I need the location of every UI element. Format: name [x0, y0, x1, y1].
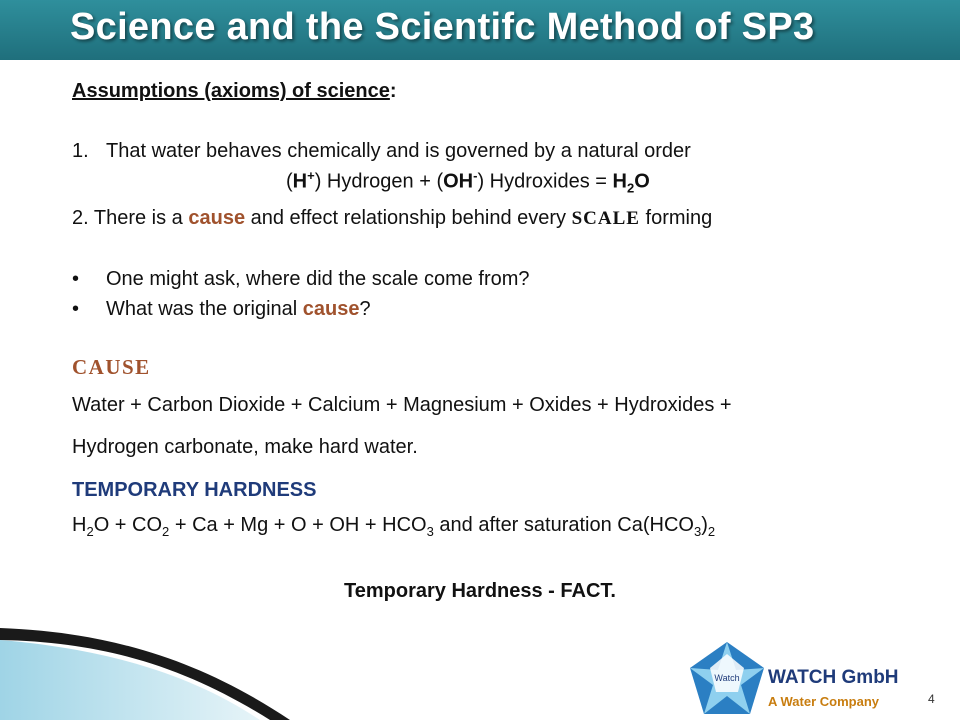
bullet-dot: •	[72, 268, 80, 290]
bullet-1-text: One might ask, where did the scale come from?	[106, 268, 530, 290]
water-o: O	[634, 170, 650, 193]
hydrogen-charge: +	[307, 168, 315, 183]
page-number: 4	[928, 692, 935, 706]
axiom-2-scale: SCALE	[571, 208, 640, 229]
equation-subscript: 2	[86, 524, 94, 539]
formula-text: ) Hydrogen + (	[314, 170, 444, 193]
cause-heading: CAUSE	[72, 355, 151, 379]
bullet-dot: •	[72, 298, 80, 320]
bullet-2-cause: cause	[302, 298, 360, 320]
cause-line-1: Water + Carbon Dioxide + Calcium + Magnesium + Oxides + Hydroxides +	[72, 394, 732, 416]
water-h: H	[612, 170, 627, 193]
hydrogen-symbol: H	[292, 170, 308, 193]
logo-center-text: Watch	[714, 673, 740, 683]
axiom-1-number: 1.	[72, 140, 89, 162]
company-name: WATCH GmbH	[768, 667, 899, 688]
formula-text: (	[286, 170, 293, 193]
hydroxide-charge: -	[473, 168, 478, 183]
bullet-2-suffix: ?	[359, 298, 371, 320]
water-subscript: 2	[626, 180, 635, 196]
equation-text: O + CO	[93, 514, 163, 536]
formula-text: ) Hydroxides =	[477, 170, 613, 193]
axiom-1-text: That water behaves chemically and is governed by a natural order	[106, 140, 691, 162]
bullet-2-text: What was the original	[106, 298, 303, 320]
equation-text: H	[72, 514, 87, 536]
slide-title: Science and the Scientifc Method of SP3	[70, 6, 815, 48]
equation-subscript: 3	[693, 524, 702, 539]
axiom-2-suffix: forming	[639, 207, 713, 229]
equation-subscript: 2	[707, 524, 716, 539]
equation-text: )	[701, 514, 708, 536]
equation-subscript: 2	[162, 524, 170, 539]
axiom-2-middle: and effect relationship behind every	[245, 207, 572, 229]
company-tagline: A Water Company	[768, 694, 879, 709]
temporary-hardness-heading: TEMPORARY HARDNESS	[72, 479, 317, 501]
fact-statement: Temporary Hardness - FACT.	[344, 580, 616, 602]
equation-subscript: 3	[426, 524, 434, 539]
heading-colon: :	[389, 80, 397, 102]
hydroxide-symbol: OH	[443, 170, 474, 193]
axiom-2-prefix: 2. There is a	[72, 207, 189, 229]
equation-text: + Ca + Mg + O + OH + HCO	[169, 514, 427, 536]
assumptions-heading-text: Assumptions (axioms) of science	[72, 80, 390, 102]
axiom-2-cause: cause	[188, 207, 246, 229]
cause-line-2: Hydrogen carbonate, make hard water.	[72, 436, 418, 458]
equation-text: and after saturation Ca(HCO	[433, 514, 694, 536]
watch-logo-icon	[688, 640, 766, 716]
